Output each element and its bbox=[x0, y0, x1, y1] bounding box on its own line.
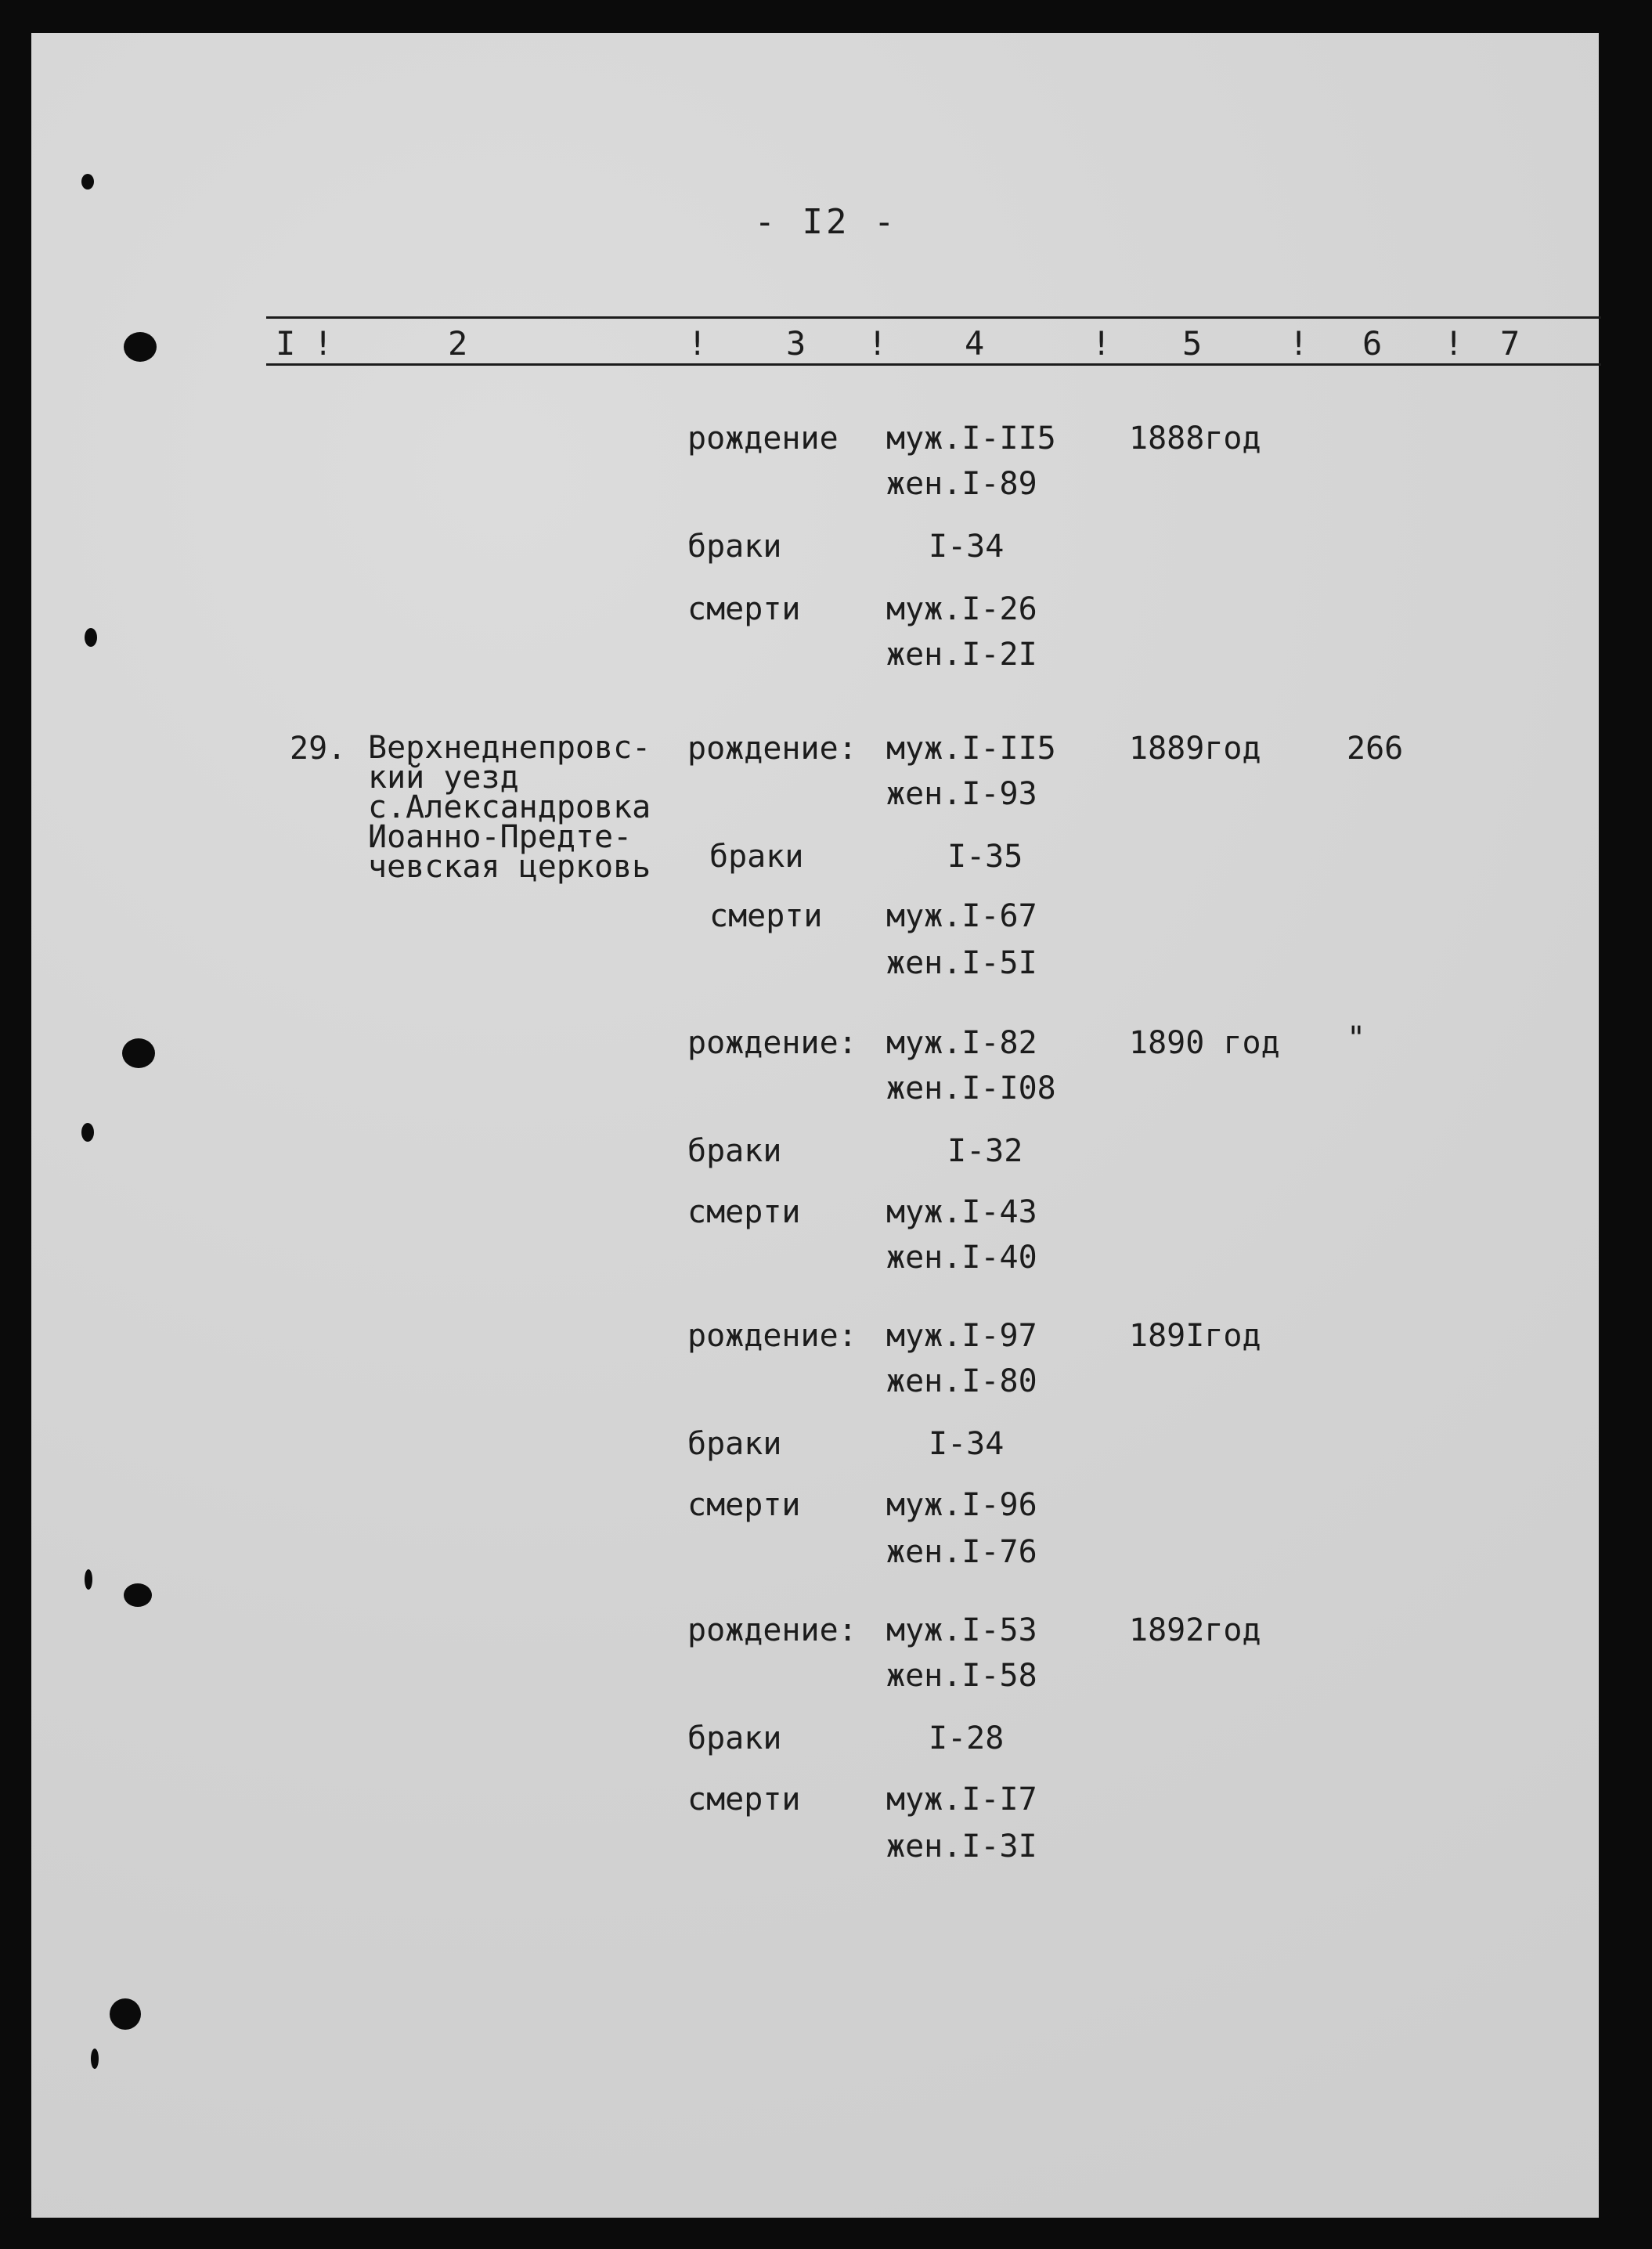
column-number-5: 5 bbox=[1182, 324, 1203, 363]
record-value: муж.I-96 bbox=[886, 1487, 1037, 1523]
column-number-2: 2 bbox=[448, 324, 468, 363]
record-value: муж.I-I7 bbox=[886, 1782, 1037, 1818]
record-value: жен.I-89 bbox=[886, 466, 1037, 502]
record-value: муж.I-43 bbox=[886, 1194, 1037, 1230]
record-type: браки bbox=[687, 1426, 782, 1462]
punch-hole bbox=[110, 1998, 141, 2030]
place-line: Иоанно-Предте- bbox=[368, 819, 633, 855]
punch-hole bbox=[124, 1583, 152, 1607]
column-separator: ! bbox=[867, 324, 888, 363]
column-number-4: 4 bbox=[965, 324, 985, 363]
record-value: муж.I-26 bbox=[886, 591, 1037, 627]
column-separator: ! bbox=[1444, 324, 1464, 363]
punch-hole bbox=[91, 2049, 99, 2069]
record-value: муж.I-II5 bbox=[886, 421, 1056, 457]
column-number-6: 6 bbox=[1362, 324, 1383, 363]
record-value: I-34 bbox=[929, 1426, 1005, 1462]
table-header-top-rule bbox=[266, 316, 1601, 319]
punch-hole bbox=[122, 1038, 155, 1068]
column-separator: ! bbox=[1289, 324, 1309, 363]
column-separator: ! bbox=[1091, 324, 1112, 363]
punch-hole bbox=[124, 332, 157, 362]
record-value: жен.I-93 bbox=[886, 776, 1037, 812]
record-type: браки bbox=[687, 1133, 782, 1169]
record-value: жен.I-76 bbox=[886, 1534, 1037, 1570]
record-type: смерти bbox=[687, 1194, 801, 1230]
place-line: Верхнеднепровс- bbox=[368, 730, 651, 766]
record-type: рождение: bbox=[687, 1318, 857, 1354]
record-type: браки bbox=[709, 839, 804, 875]
record-value: жен.I-58 bbox=[886, 1658, 1037, 1694]
record-value: I-32 bbox=[947, 1133, 1023, 1169]
punch-hole bbox=[81, 1123, 94, 1142]
place-line: с.Александровка bbox=[368, 789, 651, 825]
place-line: кий уезд bbox=[368, 760, 519, 796]
record-type: браки bbox=[687, 1720, 782, 1756]
record-value: I-34 bbox=[929, 529, 1005, 565]
column-separator: ! bbox=[687, 324, 708, 363]
record-year: 189Iгод bbox=[1129, 1318, 1261, 1354]
record-year: 1888год bbox=[1129, 421, 1261, 457]
record-year: 1892год bbox=[1129, 1612, 1261, 1648]
record-value: муж.I-97 bbox=[886, 1318, 1037, 1354]
record-type: смерти bbox=[687, 1487, 801, 1523]
record-col6: 266 bbox=[1347, 731, 1404, 767]
record-type: смерти bbox=[687, 1782, 801, 1818]
punch-hole bbox=[85, 628, 97, 647]
record-value: жен.I-5I bbox=[886, 945, 1037, 981]
page-number: - I2 - bbox=[754, 202, 898, 242]
record-value: жен.I-I08 bbox=[886, 1070, 1056, 1106]
punch-hole bbox=[81, 174, 94, 190]
record-type: смерти bbox=[709, 898, 823, 934]
column-separator: ! bbox=[313, 324, 334, 363]
entry-number: 29. bbox=[290, 731, 347, 767]
record-type: рождение bbox=[687, 421, 839, 457]
record-type: рождение: bbox=[687, 1025, 857, 1061]
column-number-7: 7 bbox=[1500, 324, 1520, 363]
record-type: смерти bbox=[687, 591, 801, 627]
record-value: жен.I-40 bbox=[886, 1240, 1037, 1276]
record-value: жен.I-3I bbox=[886, 1828, 1037, 1865]
entry-place bbox=[368, 730, 651, 885]
column-number-1: I bbox=[276, 324, 296, 363]
record-value: муж.I-82 bbox=[886, 1025, 1037, 1061]
record-value: муж.I-53 bbox=[886, 1612, 1037, 1648]
record-value: муж.I-II5 bbox=[886, 731, 1056, 767]
record-col6: " bbox=[1347, 1020, 1366, 1056]
record-value: жен.I-2I bbox=[886, 637, 1037, 673]
record-value: I-35 bbox=[947, 839, 1023, 875]
record-value: I-28 bbox=[929, 1720, 1005, 1756]
record-type: браки bbox=[687, 529, 782, 565]
place-line: чевская церковь bbox=[368, 849, 651, 885]
record-value: жен.I-80 bbox=[886, 1363, 1037, 1399]
record-value: муж.I-67 bbox=[886, 898, 1037, 934]
table-header-bottom-rule bbox=[266, 363, 1601, 366]
record-type: рождение: bbox=[687, 1612, 857, 1648]
record-year: 1890 год bbox=[1129, 1025, 1280, 1061]
record-type: рождение: bbox=[687, 731, 857, 767]
punch-hole bbox=[85, 1569, 92, 1590]
record-year: 1889год bbox=[1129, 731, 1261, 767]
column-number-3: 3 bbox=[786, 324, 806, 363]
